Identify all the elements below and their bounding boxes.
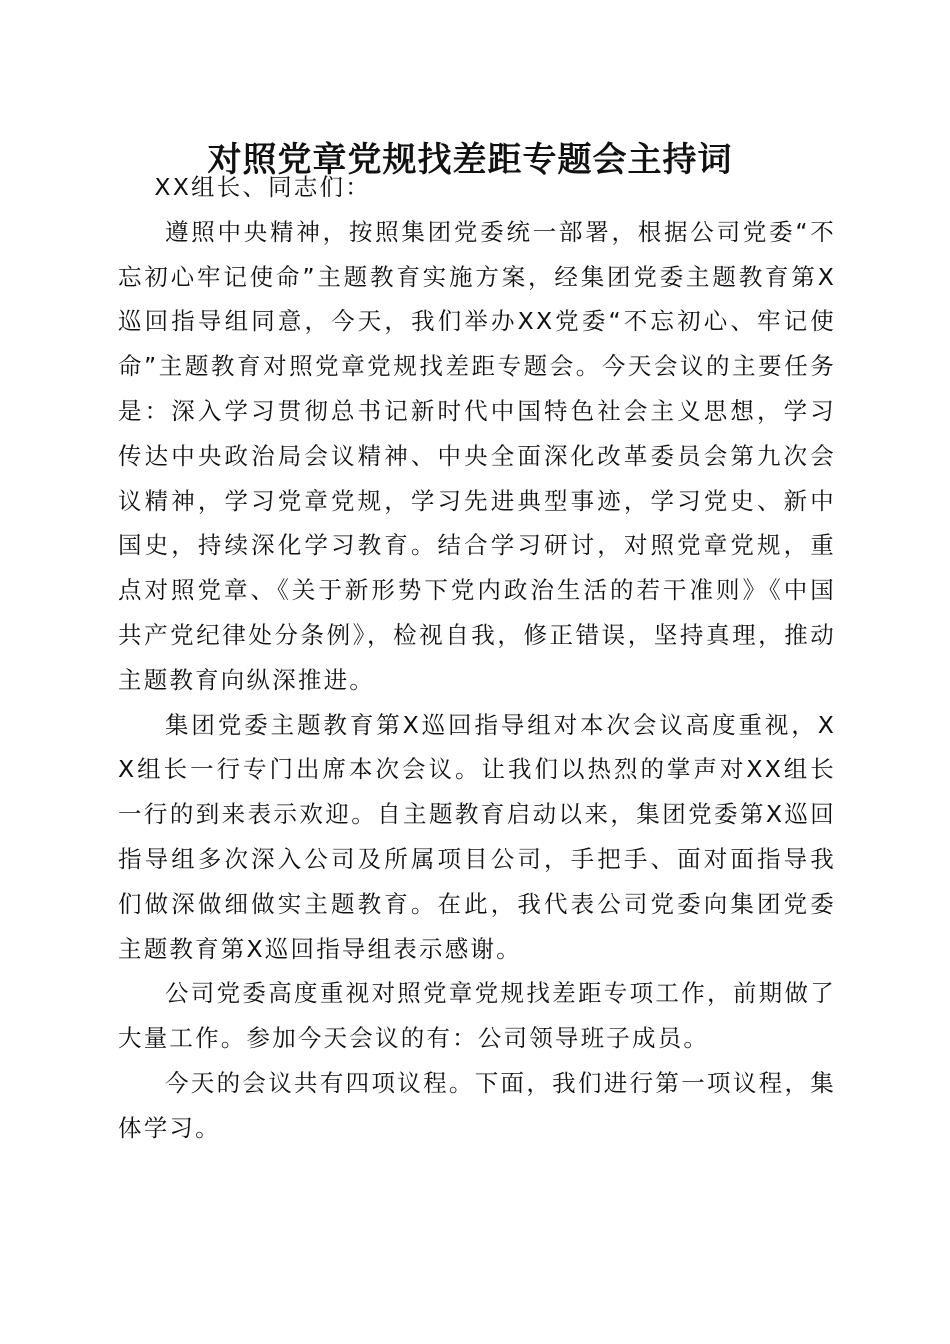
document-body <box>118 165 836 1151</box>
paragraph: 集团党委主题教育第X巡回指导组对本次会议高度重视，XX组长一行专门出席本次会议。让我们以热烈的掌声对XX组长一行的到来表示欢迎。自主题教育启动以来，集团党委第X巡回指导组多次深入公司及所属项目公司，手把手、面对面指导我们做深做细做实主题教育。在此，我代表公司党委向集团党委主题教育第X巡回指导组表示感谢。 <box>118 710 836 963</box>
salutation: XX组长、同志们： <box>154 173 371 201</box>
document-title: 对照党章党规找差距专题会主持词 <box>207 140 733 180</box>
paragraph: 今天的会议共有四项议程。下面，我们进行第一项议程，集体学习。 <box>118 1068 836 1142</box>
paragraph: 遵照中央精神，按照集团党委统一部署，根据公司党委“不忘初心牢记使命”主题教育实施方案，经集团党委主题教育第X巡回指导组同意，今天，我们举办XX党委“不忘初心、牢记使命”主题教育对照党章党规找差距专题会。今天会议的主要任务是：深入学习贯彻总书记新时代中国特色社会主义思想，学习传达中央政治局会议精神、中央全面深化改革委员会第九次会议精神，学习党章党规，学习先进典型事迹，学习党史、新中国史，持续深化学习教育。结合学习研讨，对照党章党规，重点对照党章、《关于新形势下党内政治生活的若干准则》《中国共产党纪律处分条例》，检视自我，修正错误，坚持真理，推动主题教育向纵深推进。 <box>118 217 836 694</box>
paragraph: 公司党委高度重视对照党章党规找差距专项工作，前期做了大量工作。参加今天会议的有：公司领导班子成员。 <box>118 979 836 1053</box>
